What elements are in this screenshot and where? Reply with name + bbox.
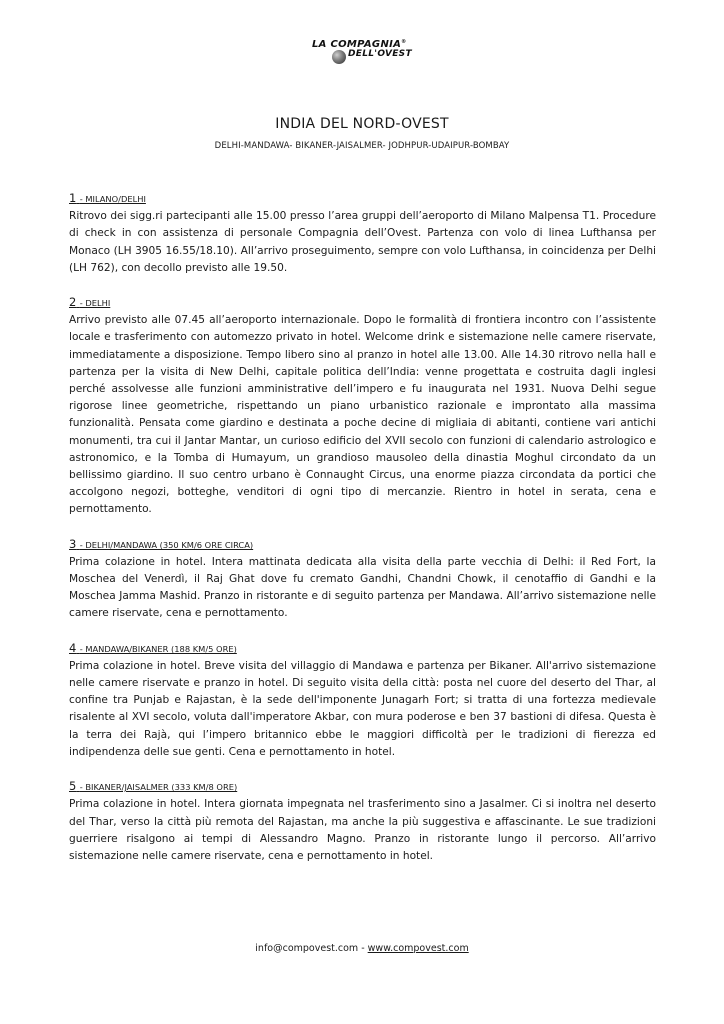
logo-line-2: DELL'OVEST: [348, 49, 412, 59]
company-logo: [308, 36, 424, 70]
day-heading: 2 - DELHI: [69, 295, 111, 310]
itinerary-day-5: [69, 778, 656, 865]
itinerary-day-1: [69, 190, 656, 277]
page-footer: [0, 943, 724, 954]
day-description: Prima colazione in hotel. Intera giornata impegnata nel trasferimento sino a Jasalmer. Ci si inoltra nel deserto del Thar, verso la città più remota del Rajastan, ma anche la più suggestiva e affascinante. Le sue tradizioni guerriere risalgono ai tempi di Alessandro Magno. Pranzo in ristorante lungo il percorso. All’arrivo sistemazione nelle camere riservate, cena e pernottamento in hotel.: [69, 798, 656, 862]
day-description: Arrivo previsto alle 07.45 all’aeroporto internazionale. Dopo le formalità di frontiera incontro con l’assistente locale e trasferimento con automezzo privato in hotel. Welcome drink e sistemazione nelle camere riservate, immediatamente a disposizione. Tempo libero sino al pranzo in hotel alle 13.00. Alle 14.30 ritrovo nella hall e partenza per la visita di New Delhi, capitale politica dell’India: venne progettata e costruita dagli inglesi perché assolvesse alle funzioni amministrative dell’impero e fu inaugurata nel 1931. Nuova Delhi segue rigorose linee geometriche, rispettando un piano urbanistico razionale e improntato alla massima funzionalità. Pensata come giardino e destinata a poche decine di migliaia di abitanti, contiene vari antichi monumenti, tra cui il Jantar Mantar, un curioso edificio del XVII secolo con funzioni di calendario astrologico e astronomico, e la Tomba di Humayum, un grandioso mausoleo della dinastia Moghul circondato da un bellissimo giardino. Il suo centro urbano è Connaught Circus, una enorme piazza circondata da portici che accolgono negozi, botteghe, venditori di ogni tipo di mercanzie. Rientro in hotel in serata, cena e pernottamento.: [69, 314, 656, 516]
ball-icon: [332, 50, 346, 64]
day-heading: 4 - MANDAWA/BIKANER (188 KM/5 ORE): [69, 640, 237, 655]
footer-email[interactable]: info@compovest.com: [255, 943, 359, 954]
day-heading: 5 - BIKANER/JAISALMER (333 KM/8 ORE): [69, 779, 238, 794]
itinerary-day-2: [69, 294, 656, 519]
day-description: Prima colazione in hotel. Breve visita del villaggio di Mandawa e partenza per Bikaner. All'arrivo sistemazione nelle camere riservate e pranzo in hotel. Di seguito visita della città: posta nel cuore del deserto del Thar, al confine tra Punjab e Rajastan, è la sede dell'imponente Junagarh Fort; si tratta di una fortezza medievale risalente al XVI secolo, voluta dall'imperatore Akbar, con mura poderose e ben 37 bastioni di difesa. Questa è la terra dei Rajà, qui l’impero britannico ebbe le maggiori difficoltà per le tradizioni di fierezza ed indipendenza delle sue genti. Cena e pernottamento in hotel.: [69, 659, 656, 758]
footer-separator: -: [358, 943, 368, 954]
day-heading: 3 - DELHI/MANDAWA (350 KM/6 ORE CIRCA): [69, 536, 254, 551]
itinerary: [69, 190, 656, 882]
document-subtitle: DELHI-MANDAWA- BIKANER-JAISALMER- JODHPUR-UDAIPUR-BOMBAY: [214, 141, 510, 151]
document-title: INDIA DEL NORD-OVEST: [275, 116, 449, 132]
logo-line-1: LA COMPAGNIA®: [312, 39, 407, 50]
day-heading: 1 - MILANO/DELHI: [69, 191, 146, 205]
footer-website-link[interactable]: www.compovest.com: [367, 943, 469, 954]
day-description: Ritrovo dei sigg.ri partecipanti alle 15.00 presso l’area gruppi dell’aeroporto di Milano Malpensa T1. Procedure di check in con assistenza di personale Compagnia dell’Ovest. Partenza con volo di linea Lufthansa per Monaco (LH 3905 16.55/18.10). All’arrivo proseguimento, sempre con volo Lufthansa, in coincidenza per Delhi (LH 762), con decollo previsto alle 19.50.: [69, 210, 656, 274]
day-description: Prima colazione in hotel. Intera mattinata dedicata alla visita della parte vecchia di Delhi: il Red Fort, la Moschea del Venerdì, il Raj Ghat dove fu cremato Gandhi, Chandni Chowk, il cenotaffio di Gandhi e la Moschea Jamma Mashid. Pranzo in ristorante e di seguito partenza per Mandawa. All’arrivo sistemazione nelle camere riservate, cena e pernottamento.: [69, 555, 656, 620]
itinerary-day-3: [69, 536, 656, 623]
itinerary-day-4: [69, 640, 656, 761]
